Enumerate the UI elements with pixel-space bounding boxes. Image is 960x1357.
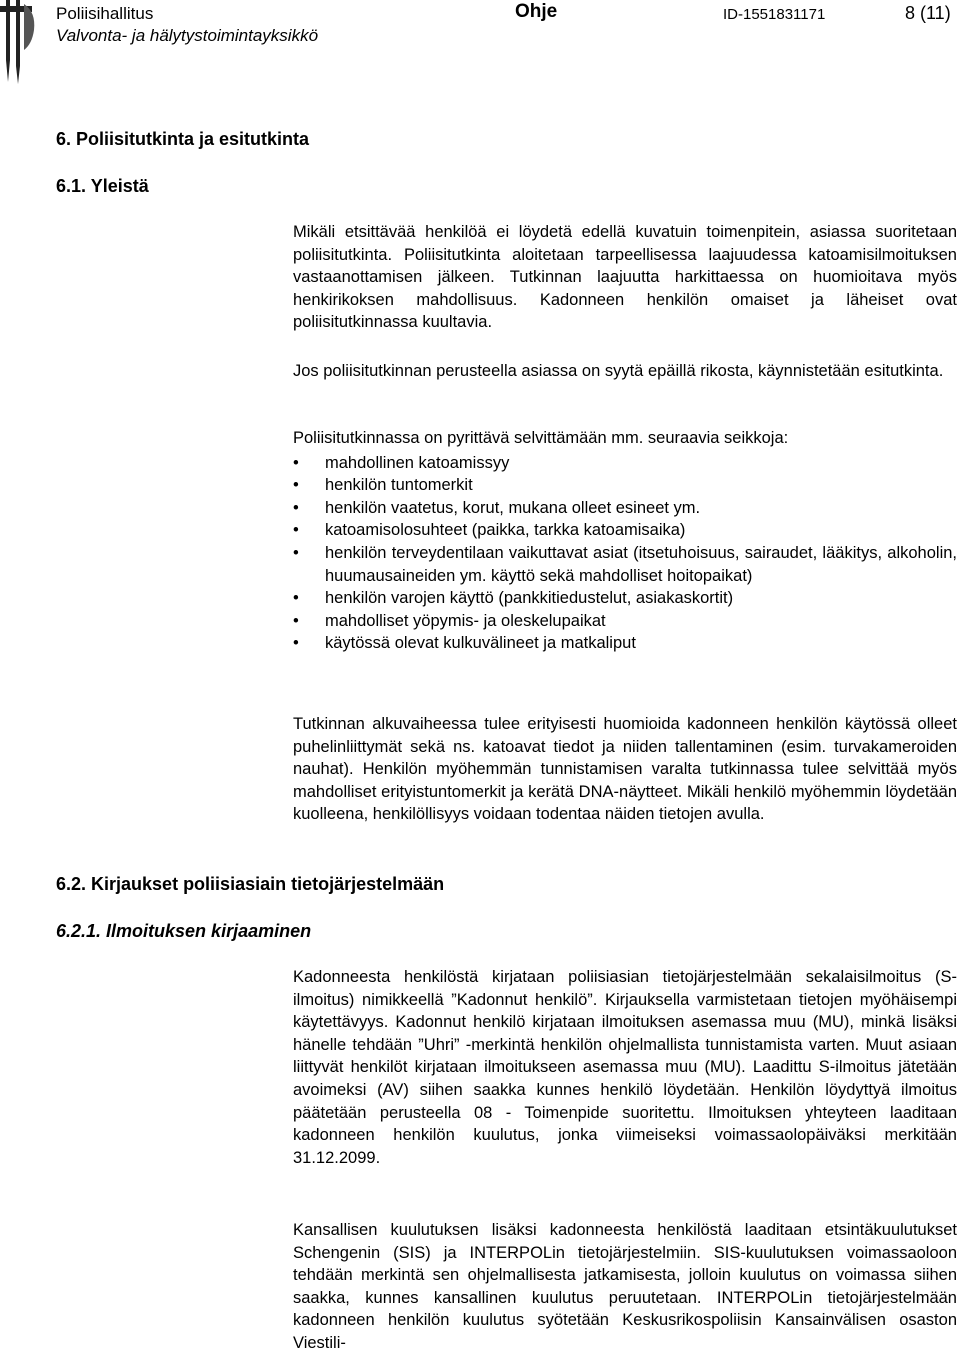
- bullet-dot-icon: •: [293, 543, 299, 562]
- checklist: [293, 452, 957, 655]
- list-item: • henkilön terveydentilaan vaikuttavat asiat (itsetuhoisuus, sairaudet, lääkitys, alkoholin, huumausaineiden ym. käyttö sekä mahdolliset hoitopaikat): [293, 543, 957, 585]
- paragraph-poliisitutkinta: Mikäli etsittävää henkilöä ei löydetä edellä kuvatuin toimenpitein, asiassa suoritetaan poliisitutkinta. Poliisitutkinta aloitetaan tarpeellisessa laajuudessa katoamisilmoituksen vastaanottamisen jälkeen. Tutkinnan laajuutta harkittaessa on huomioitava myös henkirikoksen mahdollisuus. Kadonneen henkilön omaiset ja läheiset ovat poliisitutkinnassa kuultavia.: [293, 223, 957, 332]
- paragraph-kuulutukset: Kansallisen kuulutuksen lisäksi kadonneesta henkilöstä laaditaan etsintäkuulutukset Schengenin (SIS) ja INTERPOLin tietojärjestelmiin. SIS-kuulutuksen voimassaoloon tehdään merkintä sen ohjelmallisesta jatkamisesta, jolloin kuulutus on voimassa siihen saakka, kunnes kansallinen kuulutus peruutetaan. INTERPOLin tietojärjestelmään kadonneen henkilön kuulutus syötetään Keskusrikospoliisin Kansainvälisen osaston Viestili-: [293, 1221, 957, 1352]
- page-number: 8 (11): [905, 3, 951, 23]
- police-sword-emblem-icon: [0, 0, 44, 86]
- checklist-intro: Poliisitutkinnassa on pyrittävä selvittämään mm. seuraavia seikkoja:: [293, 429, 789, 447]
- list-item: • mahdollinen katoamissyy: [293, 452, 957, 475]
- bullet-dot-icon: •: [293, 611, 299, 630]
- paragraph-block: [293, 221, 957, 334]
- checklist-block: [293, 427, 957, 655]
- bullet-dot-icon: •: [293, 498, 299, 517]
- list-item: • käytössä olevat kulkuvälineet ja matkaliput: [293, 632, 957, 655]
- paragraph-block: [293, 966, 957, 1169]
- paragraph-block: [293, 360, 957, 383]
- paragraph-alkuvaihe: Tutkinnan alkuvaiheessa tulee erityisesti huomioida kadonneen henkilön käytössä olleet puhelinliittymät sekä ns. katoavat tiedot ja niiden tallentaminen (esim. turvakameroiden nauhat). Henkilön myöhemmän tunnistamisen varalta tutkinnassa tulee selvittää myös mahdolliset erityistuntomerkit ja kerätä DNA-näytteet. Mikäli henkilö myöhemmin löydetään kuolleena, henkilöllisyys voidaan todentaa näiden tietojen avulla.: [293, 715, 957, 824]
- paragraph-esitutkinta: Jos poliisitutkinnan perusteella asiassa on syytä epäillä rikosta, käynnistetään esitutkinta.: [293, 362, 944, 380]
- list-item: • katoamisolosuhteet (paikka, tarkka katoamisaika): [293, 519, 957, 542]
- heading-6-2: 6.2. Kirjaukset poliisiasiain tietojärjestelmään: [56, 874, 445, 894]
- list-item: • mahdolliset yöpymis- ja oleskelupaikat: [293, 610, 957, 633]
- document-id: ID-1551831171: [723, 6, 826, 23]
- organization-name: Poliisihallitus: [56, 4, 154, 23]
- document-type: Ohje: [515, 1, 558, 22]
- paragraph-block: [293, 713, 957, 826]
- unit-name: Valvonta- ja hälytystoimintayksikkö: [56, 26, 319, 45]
- list-item: • henkilön vaatetus, korut, mukana olleet esineet ym.: [293, 497, 957, 520]
- list-item: • henkilön varojen käyttö (pankkitiedustelut, asiakaskortit): [293, 587, 957, 610]
- heading-6-2-1: 6.2.1. Ilmoituksen kirjaaminen: [56, 921, 312, 941]
- paragraph-kirjaaminen: Kadonneesta henkilöstä kirjataan poliisiasian tietojärjestelmään sekalaisilmoitus (S-ilmoitus) nimikkeellä ”Kadonnut henkilö”. Kirjauksella varmistetaan tietojen myöhäisempi käytettävyys. Kadonnut henkilö kirjataan ilmoituksen asemassa muu (MU), minkä lisäksi hänelle tehdään ”Uhri” -merkintä henkilön ohjelmallista tunnistamista varten. Muut asiaan liittyvät henkilöt kirjataan ilmoitukseen asemassa muu (MU). Laadittu S-ilmoitus jätetään avoimeksi (AV) siihen saakka kunnes henkilö löydetään. Henkilön löydyttyä ilmoitus päätetään perusteella 08 - Toimenpide suoritettu. Ilmoituksen yhteyteen laaditaan kadonneen henkilön kuulutus, jonka viimeiseksi voimassaolopäiväksi merkitään 31.12.2099.: [293, 968, 957, 1167]
- bullet-dot-icon: •: [293, 589, 299, 608]
- list-item: • henkilön tuntomerkit: [293, 474, 957, 497]
- bullet-dot-icon: •: [293, 453, 299, 472]
- bullet-dot-icon: •: [293, 634, 299, 653]
- heading-6-1: 6.1. Yleistä: [56, 176, 149, 196]
- bullet-dot-icon: •: [293, 521, 299, 540]
- heading-6: 6. Poliisitutkinta ja esitutkinta: [56, 129, 310, 149]
- paragraph-block: [293, 1219, 957, 1355]
- bullet-dot-icon: •: [293, 476, 299, 495]
